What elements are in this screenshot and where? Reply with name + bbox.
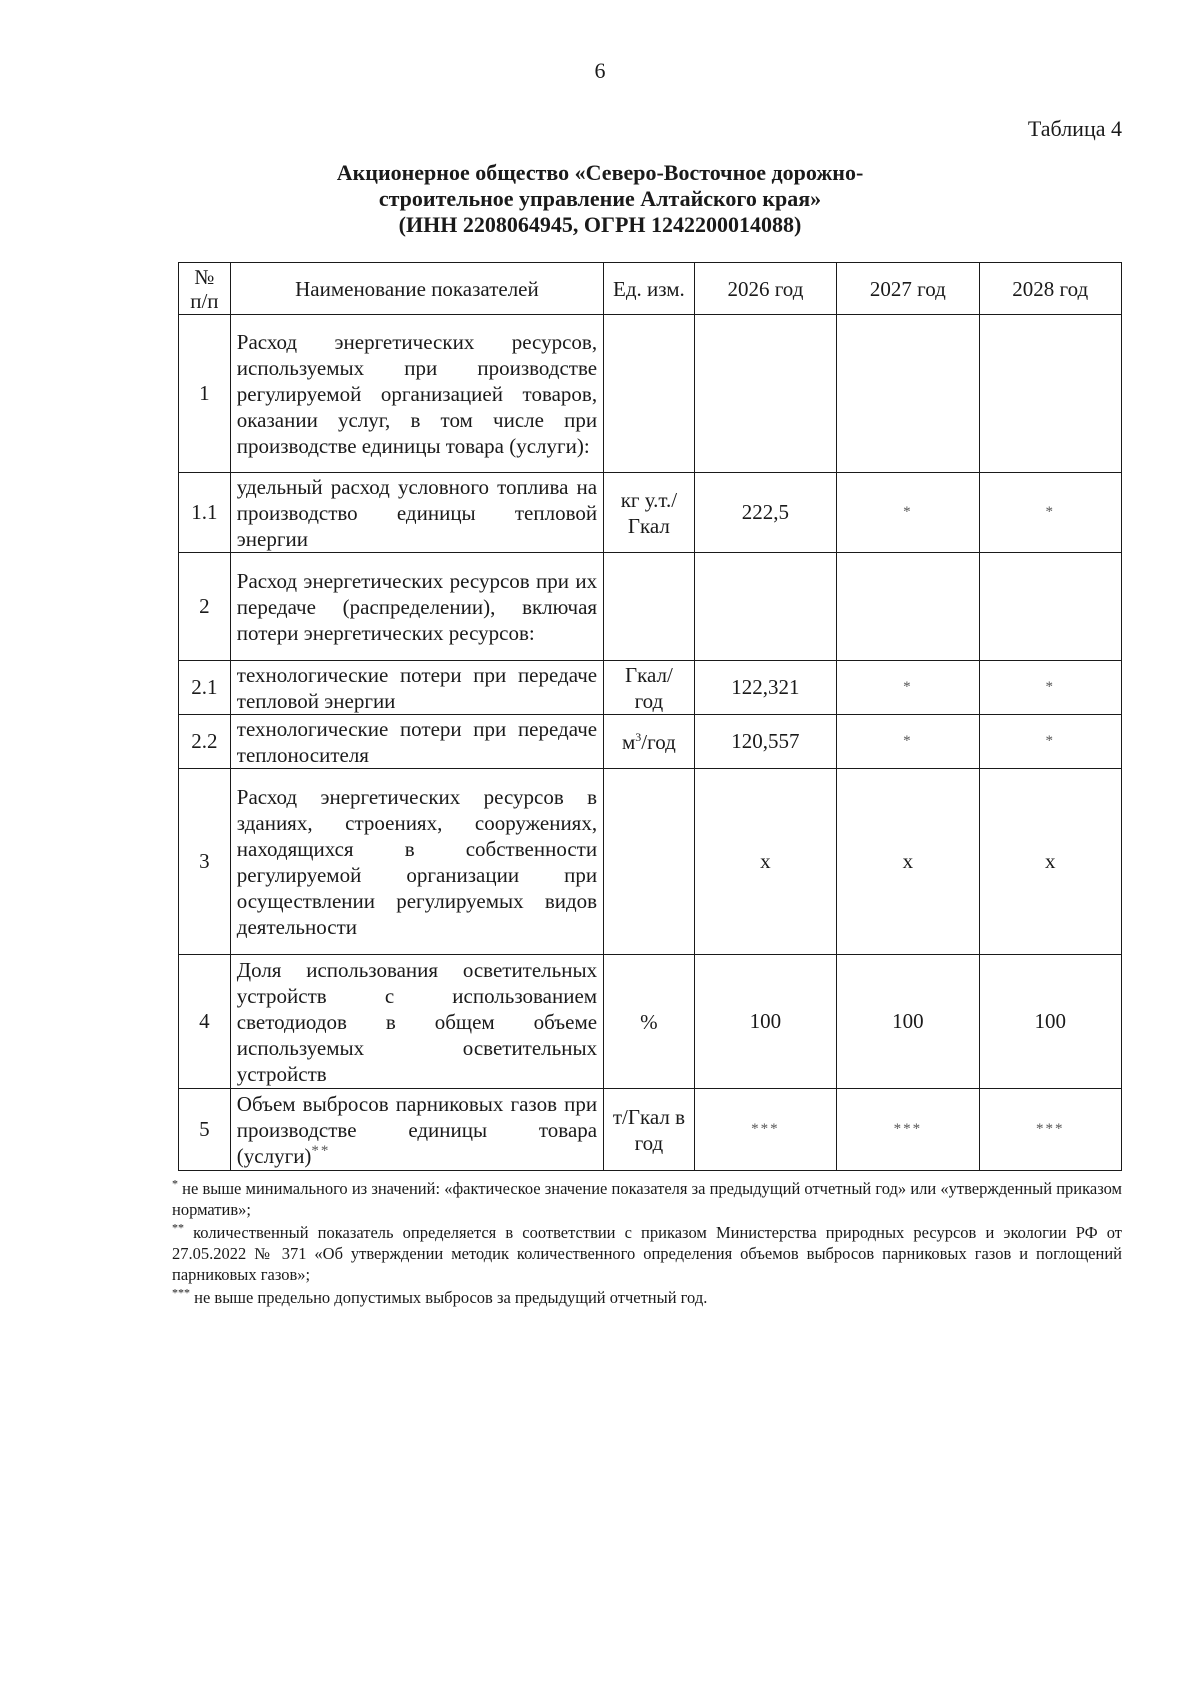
row-unit (604, 315, 695, 473)
page-number: 6 (594, 58, 606, 83)
row-name-text: Объем выбросов парниковых газов при производстве единицы товара (услуги) (236, 1091, 598, 1168)
row-name: технологические потери при передаче теплоносителя (230, 715, 603, 769)
row-value-2027: * (837, 661, 979, 715)
row-name: Расход энергетических ресурсов в зданиях, строениях, сооружениях, находящихся в собственности регулируемой организации при осуществлении регулируемых видов деятельности (230, 769, 603, 955)
unit-superscript: 3 (635, 729, 642, 744)
footnote-mark: ** (172, 1220, 184, 1235)
row-value-2027: * (837, 473, 979, 553)
header-2028: 2028 год (979, 263, 1121, 315)
row-name (230, 1089, 603, 1171)
row-name: Доля использования осветительных устройств с использованием светодиодов в общем объеме используемых осветительных устройств (230, 955, 603, 1089)
title-line: (ИНН 2208064945, ОГРН 1242200014088) (398, 212, 802, 237)
row-value-2027 (837, 315, 979, 473)
header-row (179, 263, 1122, 315)
row-value-2026: 122,321 (694, 661, 836, 715)
table-row (179, 715, 1122, 769)
footnotes (172, 1178, 1122, 1310)
row-value-2028: 100 (979, 955, 1121, 1089)
row-num: 4 (179, 955, 231, 1089)
row-num: 1.1 (179, 473, 231, 553)
row-num: 5 (179, 1089, 231, 1171)
table-row (179, 661, 1122, 715)
row-value-2028: *** (979, 1089, 1121, 1171)
row-unit: т/Гкал в год (604, 1089, 695, 1171)
row-value-2026: х (694, 769, 836, 955)
header-name: Наименование показателей (230, 263, 603, 315)
row-value-2028: * (979, 473, 1121, 553)
header-unit: Ед. изм. (604, 263, 695, 315)
header-2027: 2027 год (837, 263, 979, 315)
row-value-2028: * (979, 715, 1121, 769)
footnote (172, 1222, 1122, 1285)
table-row (179, 553, 1122, 661)
row-num: 2 (179, 553, 231, 661)
footnote (172, 1178, 1122, 1220)
footnote (172, 1287, 1122, 1308)
row-name: удельный расход условного топлива на производство единицы тепловой энергии (230, 473, 603, 553)
row-unit: % (604, 955, 695, 1089)
row-value-2028: * (979, 661, 1121, 715)
row-unit (604, 553, 695, 661)
table-label: Таблица 4 (1027, 116, 1122, 141)
row-value-2026: 100 (694, 955, 836, 1089)
row-name: Расход энергетических ресурсов при их передаче (распределении), включая потери энергетических ресурсов: (230, 553, 603, 661)
row-value-2027 (837, 553, 979, 661)
footnote-mark: * (172, 1176, 178, 1191)
row-value-2028 (979, 315, 1121, 473)
title-line: Акционерное общество «Северо-Восточное дорожно- (336, 160, 864, 185)
unit-tail: /год (641, 729, 676, 754)
footnote-mark: *** (172, 1285, 190, 1300)
row-unit (604, 769, 695, 955)
row-value-2028 (979, 553, 1121, 661)
row-num: 2.2 (179, 715, 231, 769)
table-row (179, 955, 1122, 1089)
row-value-2026: 222,5 (694, 473, 836, 553)
header-2026: 2026 год (694, 263, 836, 315)
title-line: строительное управление Алтайского края» (378, 186, 822, 211)
row-value-2026: 120,557 (694, 715, 836, 769)
row-num: 1 (179, 315, 231, 473)
footnote-text: количественный показатель определяется в соответствии с приказом Министерства природных ресурсов и экологии РФ от 27.05.2022 № 371 «Об утверждении методик количественного определения объемов выбросов парниковых газов и поглощений парниковых газов»; (172, 1223, 1122, 1284)
row-value-2027: 100 (837, 955, 979, 1089)
row-num: 2.1 (179, 661, 231, 715)
footnote-text: не выше минимального из значений: «фактическое значение показателя за предыдущий отчетный год» или «утвержденный приказом норматив»; (172, 1179, 1122, 1219)
row-unit: кг у.т./ Гкал (604, 473, 695, 553)
row-value-2027: х (837, 769, 979, 955)
row-name: Расход энергетических ресурсов, используемых при производстве регулируемой организацией товаров, оказании услуг, в том числе при производстве единицы товара (услуги): (230, 315, 603, 473)
row-unit: Гкал/ год (604, 661, 695, 715)
table-row (179, 1089, 1122, 1171)
row-value-2026 (694, 553, 836, 661)
row-value-2028: х (979, 769, 1121, 955)
footnote-mark: ** (311, 1142, 331, 1159)
footnote-text: не выше предельно допустимых выбросов за предыдущий отчетный год. (190, 1288, 708, 1307)
unit-main: м (622, 729, 636, 754)
table-row (179, 473, 1122, 553)
header-num: № п/п (179, 263, 231, 315)
row-value-2026 (694, 315, 836, 473)
row-value-2027: * (837, 715, 979, 769)
row-value-2027: *** (837, 1089, 979, 1171)
table-row (179, 769, 1122, 955)
indicators-table (178, 262, 1122, 1171)
row-unit (604, 715, 695, 769)
row-value-2026: *** (694, 1089, 836, 1171)
row-num: 3 (179, 769, 231, 955)
row-name: технологические потери при передаче тепловой энергии (230, 661, 603, 715)
document-title (300, 160, 900, 238)
table-row (179, 315, 1122, 473)
